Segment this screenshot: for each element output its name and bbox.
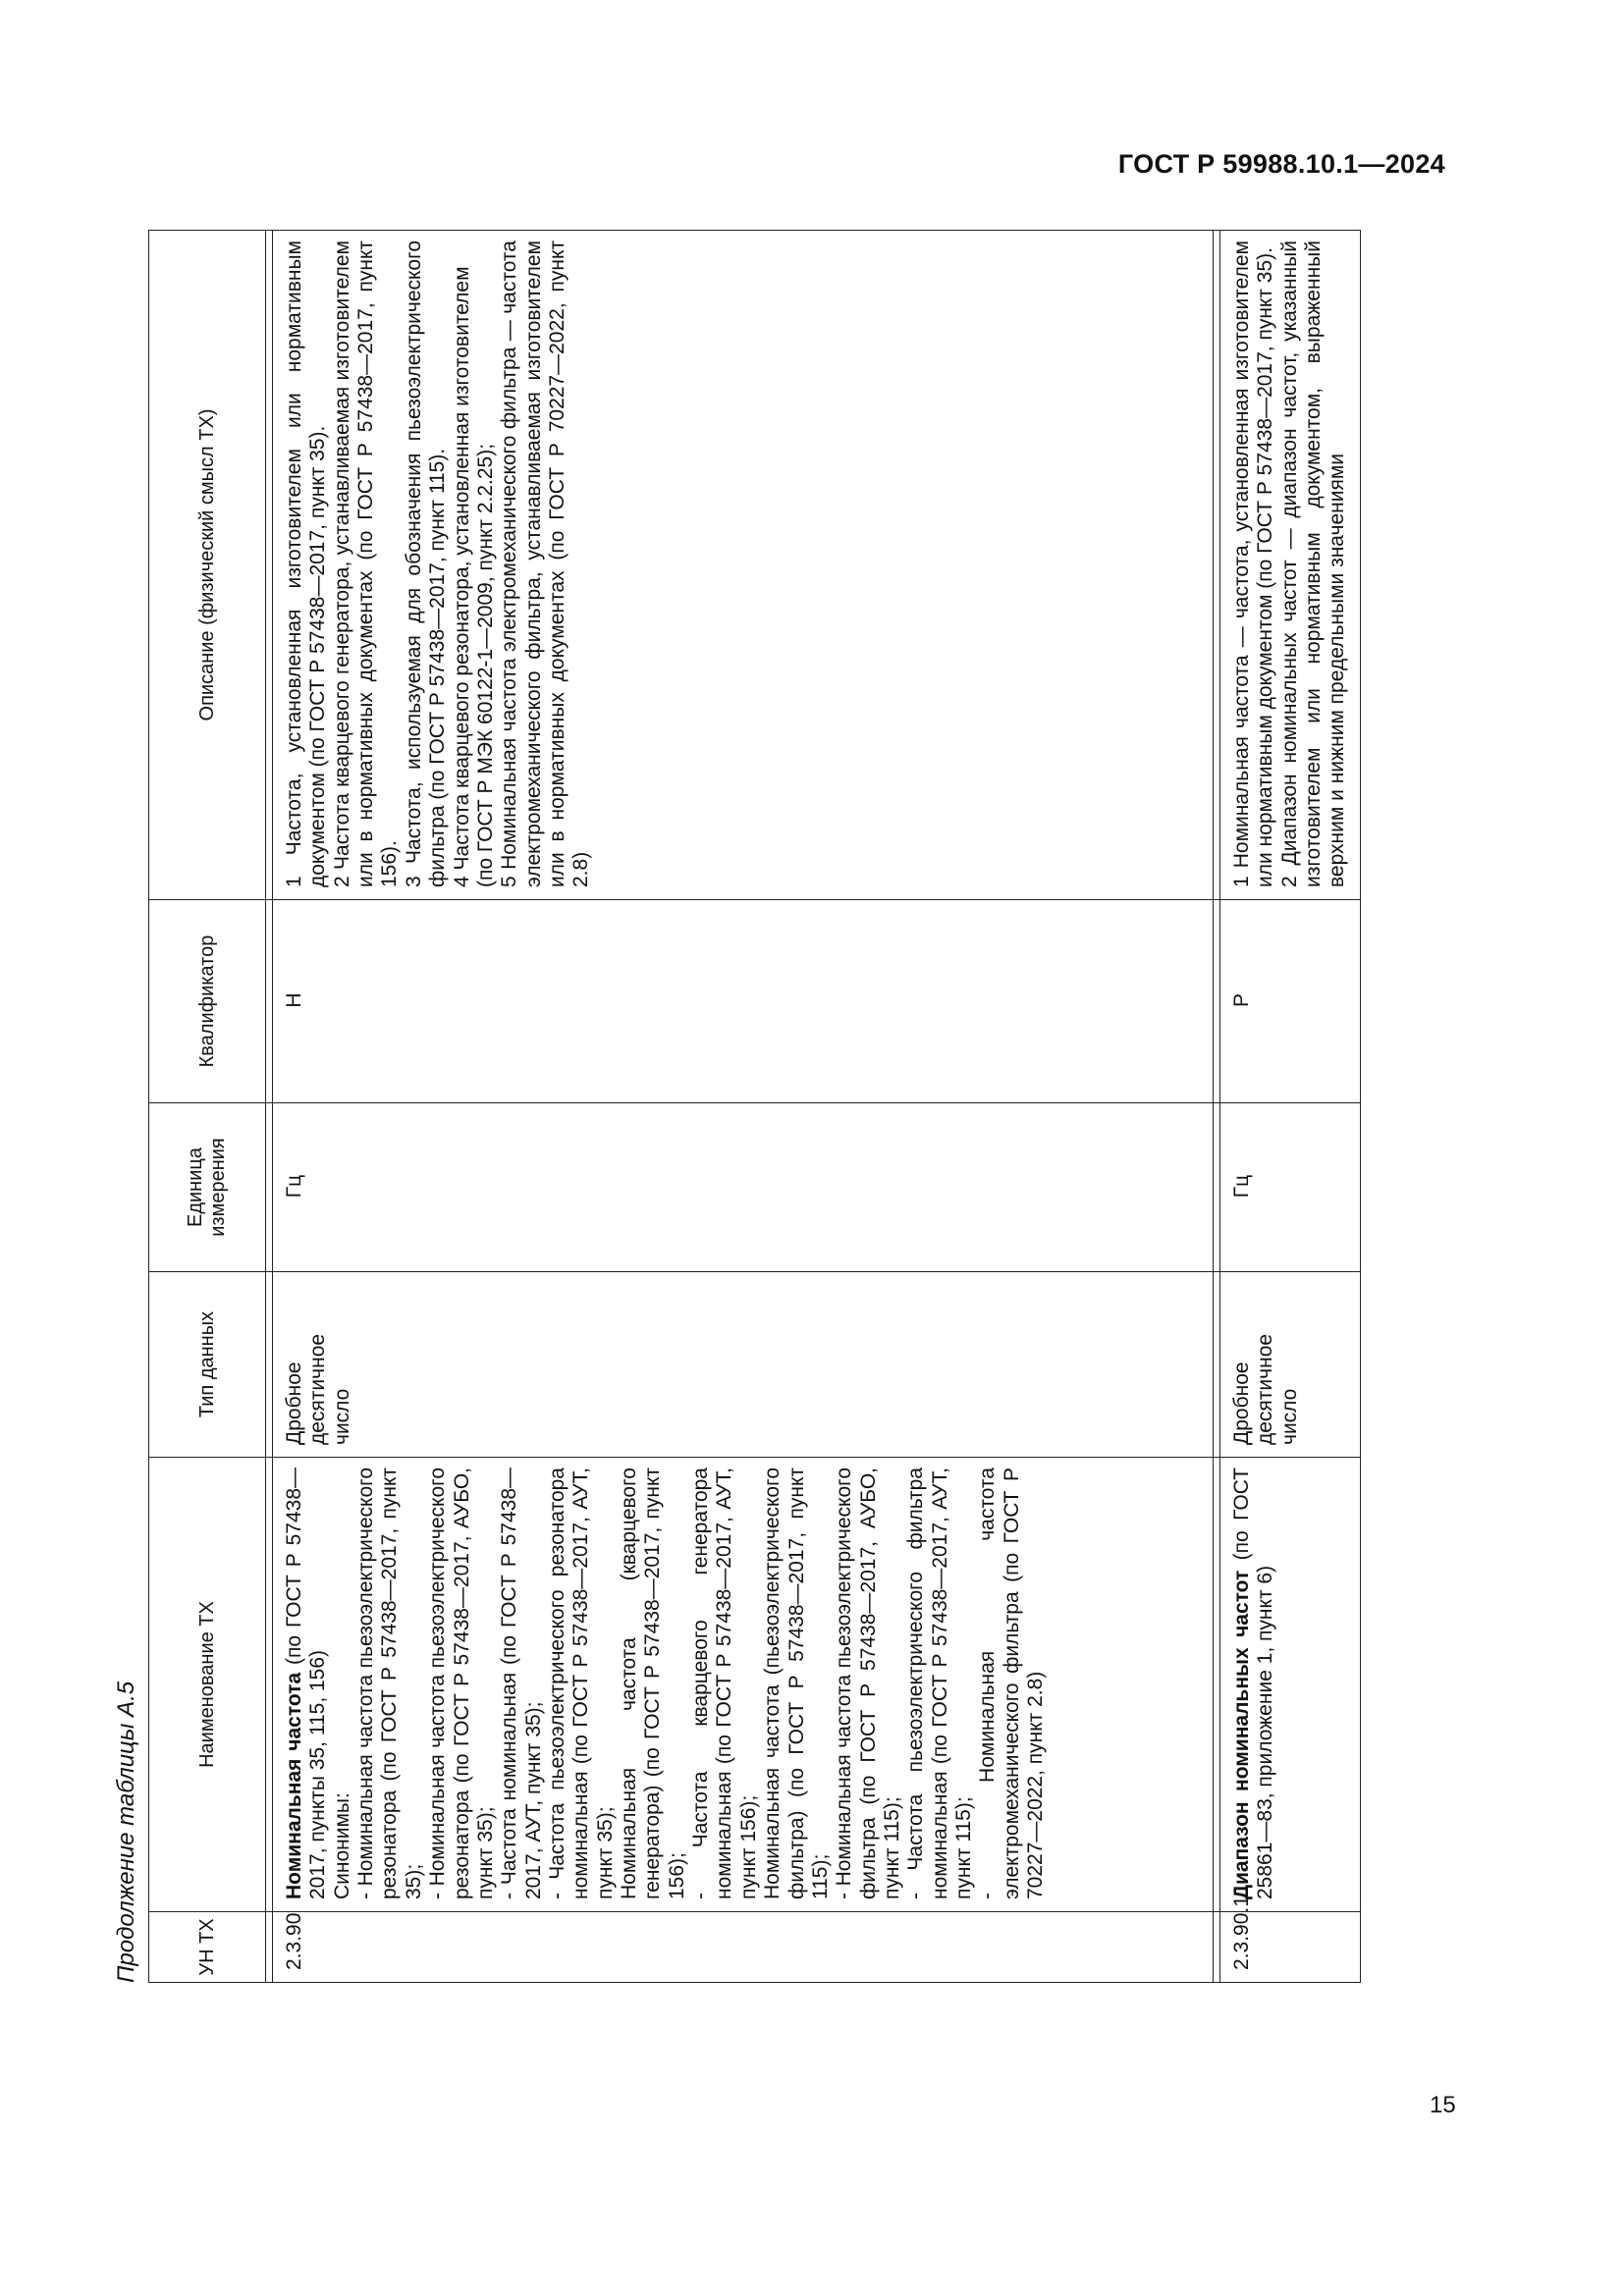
description-line: 5 Номинальная частота электромеханического фильтра — частота электромеханического фильтра, устанавливаемая изготовителем или в нормативных документах (по ГОСТ Р 70227—2022, пункт 2.8) xyxy=(498,240,593,887)
rotated-table-area xyxy=(113,231,1448,1983)
col-header-data-type: Тип данных xyxy=(149,1272,266,1458)
row-description xyxy=(1220,231,1361,900)
col-header-id: УН ТХ xyxy=(149,1912,266,1983)
description-line: 1 Частота, установленная изготовителем или нормативным документом (по ГОСТ Р 57438—2017, пункт 35). xyxy=(283,240,330,887)
row-data-type: Дробное десятичное число xyxy=(1220,1272,1361,1458)
table-row xyxy=(1220,231,1361,1983)
row-separator xyxy=(1214,231,1220,1983)
row-name-title: Диапазон номинальных частот xyxy=(1230,1570,1253,1899)
synonym-line: - Номинальная частота пьезоэлектрического резонатора (по ГОСТ Р 57438—2017, АУБО, пункт 35); xyxy=(426,1468,497,1899)
row-id: 2.3.90.1 xyxy=(1220,1912,1361,1983)
table-header-row xyxy=(149,231,266,1983)
row-qualifier: Н xyxy=(273,900,1214,1103)
document-id: ГОСТ Р 59988.10.1—2024 xyxy=(1117,149,1445,179)
col-header-description: Описание (физический смысл ТХ) xyxy=(149,231,266,900)
table-row xyxy=(273,231,1214,1983)
row-name-ref: (по ГОСТ 25861—83, приложение 1, пункт 6) xyxy=(1230,1468,1277,1899)
synonym-line: - Частота номинальная (по ГОСТ Р 57438—2017, АУТ, пункт 35); xyxy=(498,1468,545,1899)
description-line: 2 Частота кварцевого генератора, устанавливаемая изготовителем или в нормативных документах (по ГОСТ Р 57438—2017, пункт 156). xyxy=(330,240,402,887)
row-name-title: Номинальная частота xyxy=(283,1672,305,1899)
synonym-line: - Частота кварцевого генератора номинальная (по ГОСТ Р 57438—2017, АУТ, пункт 156); xyxy=(689,1468,760,1899)
description-line: 3 Частота, используемая для обозначения пьезоэлектрического фильтра (по ГОСТ Р 57438—2017, пункт 115). xyxy=(402,240,450,887)
description-line: 2 Диапазон номинальных частот — диапазон частот, указанный изготовителем или нормативным документом, выраженный верхним и нижним предельными значениями xyxy=(1277,240,1349,887)
row-name-ref: (по ГОСТ Р 57438—2017, пункты 35, 115, 156) xyxy=(283,1468,330,1899)
row-unit: Гц xyxy=(1220,1103,1361,1272)
synonym-line: - Частота пьезоэлектрического фильтра номинальная (по ГОСТ Р 57438—2017, АУТ, пункт 115); xyxy=(904,1468,976,1899)
row-description xyxy=(273,231,1214,900)
synonym-line: - Номинальная частота пьезоэлектрического фильтра (по ГОСТ Р 57438—2017, АУБО, пункт 115); xyxy=(833,1468,903,1899)
synonym-line: Синонимы: xyxy=(330,1792,353,1899)
synonym-line: - Номинальная частота пьезоэлектрического резонатора (по ГОСТ Р 57438—2017, пункт 35); xyxy=(354,1468,425,1899)
synonym-line: Номинальная частота (кварцевого генератора) (по ГОСТ Р 57438—2017, пункт 156); xyxy=(618,1468,688,1899)
col-header-unit: Единица измерения xyxy=(149,1103,266,1272)
row-qualifier: Р xyxy=(1220,900,1361,1103)
col-header-qualifier: Квалификатор xyxy=(149,900,266,1103)
row-unit: Гц xyxy=(273,1103,1214,1272)
synonym-line: Номинальная частота (пьезоэлектрического фильтра) (по ГОСТ Р 57438—2017, пункт 115); xyxy=(761,1468,832,1899)
page-number: 15 xyxy=(1430,2092,1456,2118)
row-name-cell xyxy=(1220,1458,1361,1912)
header-separator xyxy=(266,231,273,1983)
description-line: 4 Частота кварцевого резонатора, установленная изготовителем xyxy=(450,266,473,887)
col-header-name: Наименование ТХ xyxy=(149,1458,266,1912)
description-line: (по ГОСТ Р МЭК 60122-1—2009, пункт 2.2.25); xyxy=(473,443,497,887)
row-data-type: Дробное десятичное число xyxy=(273,1272,1214,1458)
description-line: 1 Номинальная частота — частота, установленная изготовителем или нормативным документом (по ГОСТ Р 57438—2017, пункт 35). xyxy=(1230,240,1277,887)
row-name-cell xyxy=(273,1458,1214,1912)
synonym-line: - Частота пьезоэлектрического резонатора номинальная (по ГОСТ Р 57438—2017, АУТ, пункт 35); xyxy=(545,1468,617,1899)
table-caption: Продолжение таблицы А.5 xyxy=(113,1681,139,1983)
synonym-line: - Номинальная частота электромеханического фильтра (по ГОСТ Р 70227—2022, пункт 2.8) xyxy=(976,1468,1048,1899)
row-id: 2.3.90 xyxy=(273,1912,1214,1983)
characteristics-table xyxy=(148,230,1361,1983)
